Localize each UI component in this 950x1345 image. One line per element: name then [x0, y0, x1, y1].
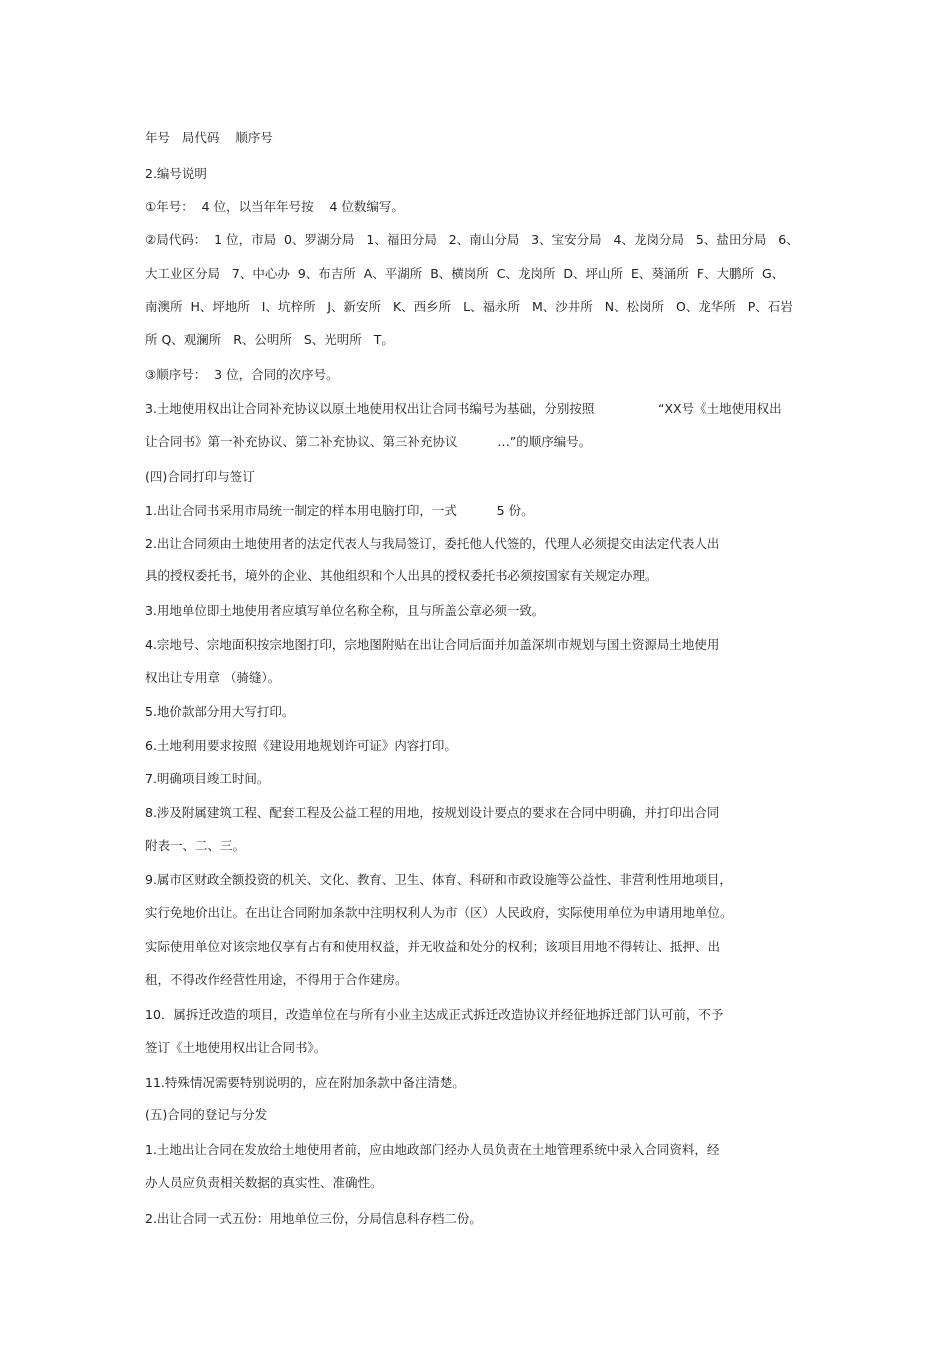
text-line: ③顺序号： 3 位，合同的次序号。: [145, 367, 339, 382]
text-line: 10．属拆迁改造的项目，改造单位在与所有小业主达成正式拆迁改造协议并经征地拆迁部门认可前，不予: [145, 1007, 724, 1022]
text-line: 6.土地利用要求按照《建设用地规划许可证》内容打印。: [145, 738, 457, 753]
section-heading-print-sign: (四)合同打印与签订: [145, 469, 255, 484]
text-line: 8.涉及附属建筑工程、配套工程及公益工程的用地，按规划设计要点的要求在合同中明确，并打印出合同: [145, 805, 720, 820]
text-line: 办人员应负责相关数据的真实性、准确性。: [145, 1175, 383, 1190]
text-line-number-format: 年号 局代码 顺序号: [145, 130, 273, 145]
text-line: 南澳所 H、坪地所 I、坑梓所 J、新安所 K、西乡所 L、福永所 M、沙井所 N、松岗所 O、龙华所 P、石岩: [145, 299, 793, 314]
text-line: 9.属市区财政全额投资的机关、文化、教育、卫生、体育、科研和市政设施等公益性、非营利性用地项目，: [145, 872, 732, 887]
section-heading-registration: (五)合同的登记与分发: [145, 1107, 268, 1122]
text-line: 实行免地价出让。在出让合同附加条款中注明权利人为市（区）人民政府，实际使用单位为申请用地单位。: [145, 905, 733, 920]
heading-numbering-notes: 2.编号说明: [145, 166, 207, 181]
text-line: 让合同书》第一补充协议、第二补充协议、第三补充协议 …”的顺序编号。: [145, 434, 592, 449]
text-line: 实际使用单位对该宗地仅享有占有和使用权益，并无收益和处分的权利；该项目用地不得转让、抵押、出: [145, 939, 721, 954]
text-line: ①年号： 4 位，以当年年号按 4 位数编写。: [145, 199, 404, 214]
text-line: 3.土地使用权出让合同补充协议以原土地使用权出让合同书编号为基础，分别按照 “XX号《土地使用权出: [145, 401, 782, 416]
text-line: 所 Q、观澜所 R、公明所 S、光明所 T。: [145, 332, 394, 347]
text-line: 权出让专用章 （骑缝）。: [145, 670, 281, 685]
text-line: 1.土地出让合同在发放给土地使用者前，应由地政部门经办人员负责在土地管理系统中录入合同资料，经: [145, 1142, 720, 1157]
text-line: 具的授权委托书，境外的企业、其他组织和个人出具的授权委托书必须按国家有关规定办理。: [145, 568, 658, 583]
text-line: 3.用地单位即土地使用者应填写单位名称全称，且与所盖公章必须一致。: [145, 603, 545, 618]
text-line: 7.明确项目竣工时间。: [145, 771, 270, 786]
text-line: 11.特殊情况需要特别说明的，应在附加条款中备注清楚。: [145, 1075, 465, 1090]
text-line: 4.宗地号、宗地面积按宗地图打印，宗地图附贴在出让合同后面并加盖深圳市规划与国土资源局土地使用: [145, 637, 720, 652]
text-line: 签订《土地使用权出让合同书》。: [145, 1040, 327, 1055]
text-line: 5.地价款部分用大写打印。: [145, 704, 295, 719]
text-line: 1.出让合同书采用市局统一制定的样本用电脑打印，一式 5 份。: [145, 503, 534, 518]
text-line: 2.出让合同须由土地使用者的法定代表人与我局签订，委托他人代签的，代理人必须提交由法定代表人出: [145, 536, 720, 551]
text-line: 大工业区分局 7、中心办 9、布吉所 A、平湖所 B、横岗所 C、龙岗所 D、坪山所 E、葵涌所 F、大鹏所 G、: [145, 266, 785, 281]
text-line: 2.出让合同一式五份：用地单位三份，分局信息科存档二份。: [145, 1211, 482, 1226]
text-line: 附表一、二、三。: [145, 838, 246, 853]
text-line: ②局代码： 1 位，市局 0、罗湖分局 1、福田分局 2、南山分局 3、宝安分局 4、龙岗分局 5、盐田分局 6、: [145, 232, 799, 247]
text-line: 租，不得改作经营性用途，不得用于合作建房。: [145, 972, 408, 987]
